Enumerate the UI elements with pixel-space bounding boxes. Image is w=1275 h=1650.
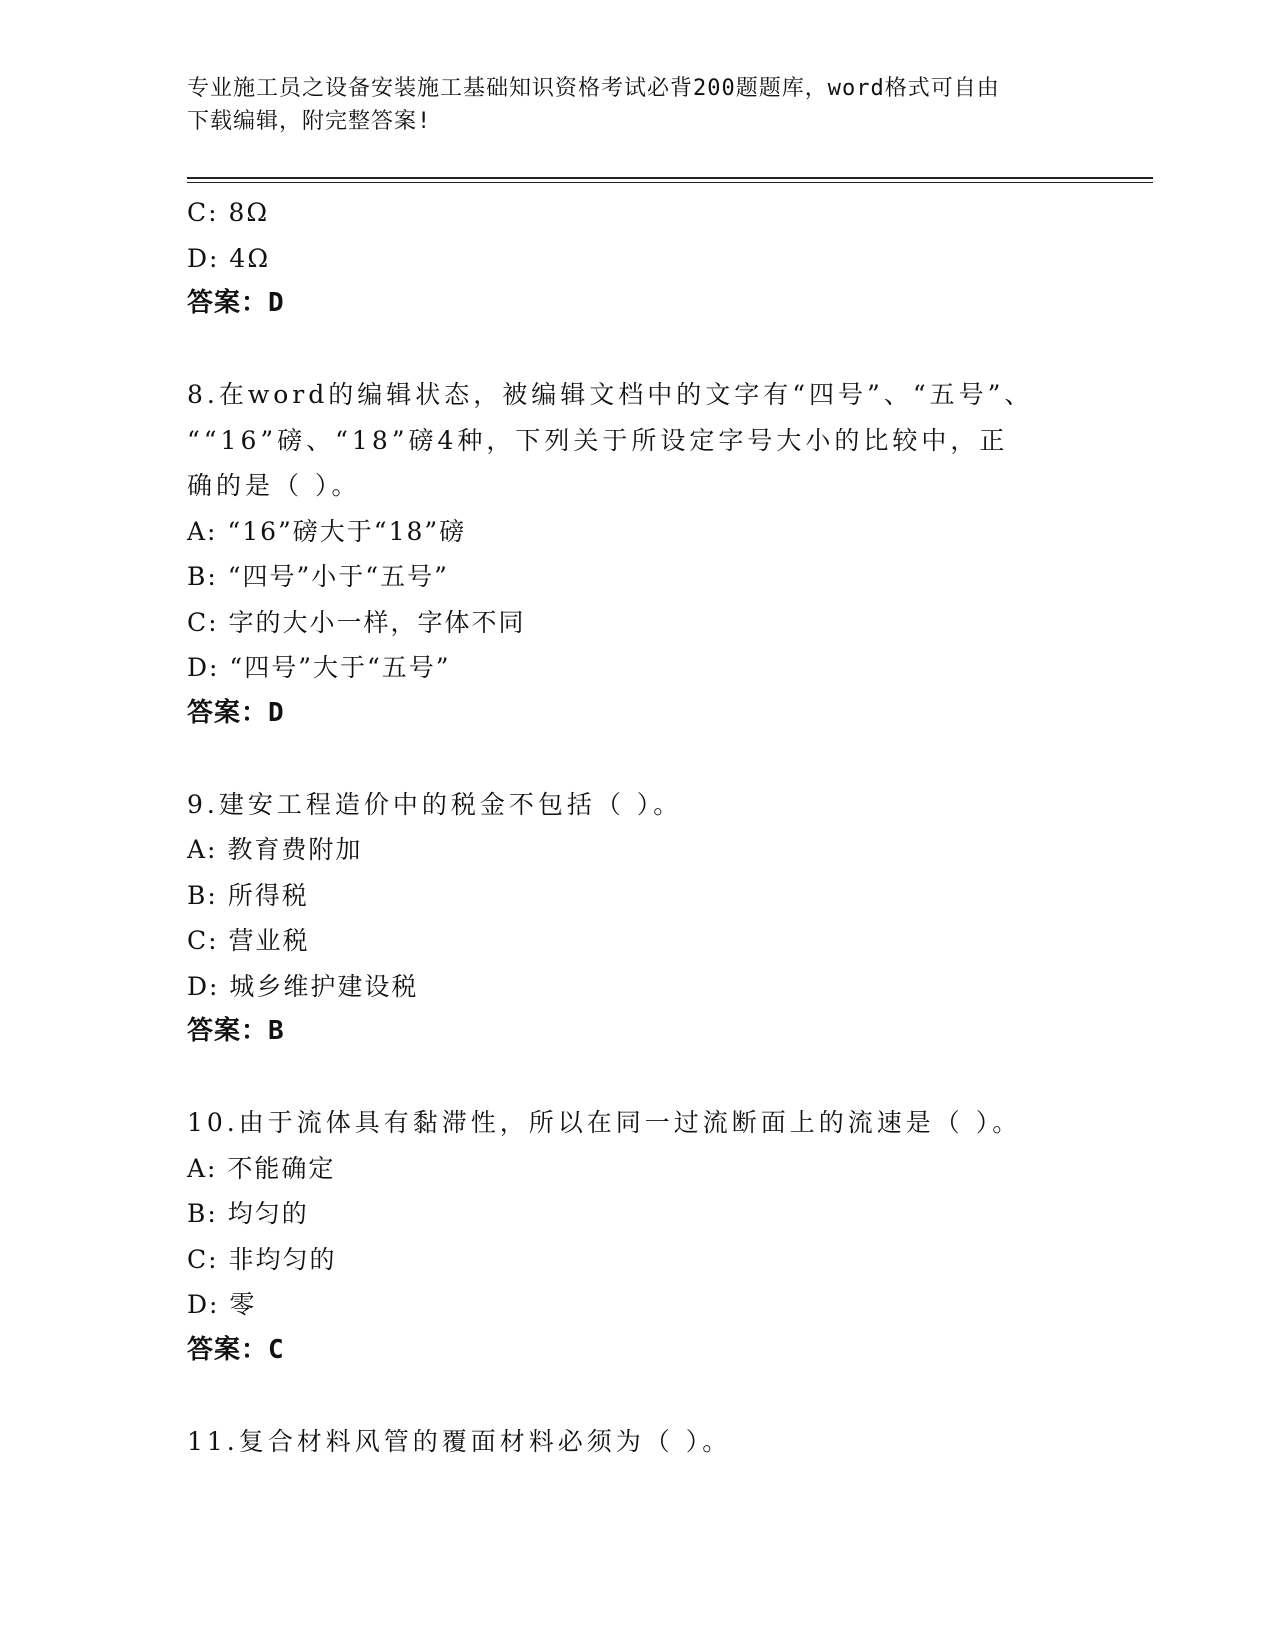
question-text: 11.复合材料风管的覆面材料必须为（ ）。: [187, 1426, 732, 1456]
spacer: [187, 736, 1087, 782]
option-c: C: 非均匀的: [187, 1244, 337, 1274]
page-header: [187, 72, 1087, 138]
question-7-tail: [187, 190, 1087, 327]
question-text: ““16”磅、“18”磅4种，下列关于所设定字号大小的比较中，正: [187, 425, 1009, 455]
header-divider: [187, 177, 1153, 183]
answer: 答案：D: [187, 697, 285, 728]
option-b: B: 所得税: [187, 880, 309, 910]
question-8: [187, 372, 1087, 736]
answer: 答案：C: [187, 1334, 285, 1365]
spacer: [187, 1055, 1087, 1101]
option-a: A: “16”磅大于“18”磅: [187, 516, 467, 546]
question-text: 9.建安工程造价中的税金不包括（ ）。: [187, 789, 683, 819]
header-line-1: 专业施工员之设备安装施工基础知识资格考试必背200题题库，word格式可自由: [187, 76, 1000, 101]
option-c: C: 8Ω: [187, 198, 270, 227]
answer: 答案：B: [187, 1016, 285, 1046]
option-a: A: 教育费附加: [187, 835, 363, 864]
question-list: [187, 190, 1087, 1464]
spacer: [187, 1373, 1087, 1419]
question-10: [187, 1100, 1087, 1373]
question-text: 10.由于流体具有黏滞性，所以在同一过流断面上的流速是（ ）。: [187, 1108, 1022, 1137]
header-line-2: 下载编辑，附完整答案!: [187, 109, 432, 134]
spacer: [187, 327, 1087, 373]
option-d: D: 零: [187, 1290, 257, 1319]
option-d: D: 4Ω: [187, 243, 271, 273]
question-9: [187, 782, 1087, 1055]
option-b: B: “四号”小于“五号”: [187, 562, 449, 591]
option-c: C: 字的大小一样，字体不同: [187, 607, 526, 637]
answer: 答案：D: [187, 288, 285, 318]
question-11: [187, 1419, 1087, 1465]
option-d: D: “四号”大于“五号”: [187, 653, 451, 682]
option-d: D: 城乡维护建设税: [187, 971, 419, 1001]
question-text: 8.在word的编辑状态，被编辑文档中的文字有“四号”、“五号”、: [187, 380, 1034, 409]
option-c: C: 营业税: [187, 926, 310, 955]
question-text: 确的是（ ）。: [187, 471, 361, 500]
option-a: A: 不能确定: [187, 1153, 336, 1183]
option-b: B: 均匀的: [187, 1199, 309, 1228]
